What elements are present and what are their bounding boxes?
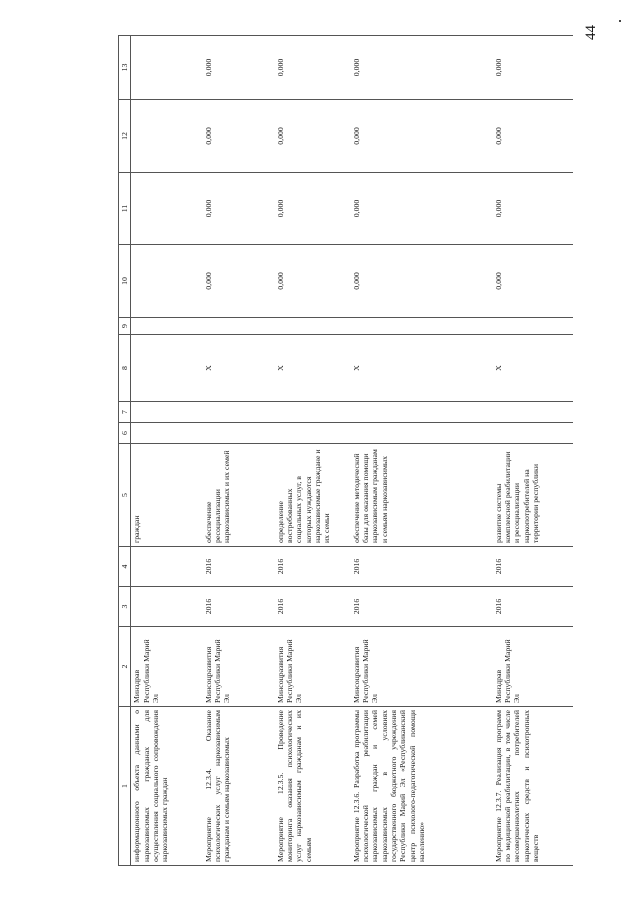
executor: Минсоцразвития Республики Марий Эл	[203, 627, 275, 707]
end-year	[131, 547, 203, 587]
cell-11: 0,000	[275, 173, 351, 245]
cell-10: 0,000	[493, 245, 573, 318]
start-year: 2016	[351, 587, 493, 627]
cell-10	[131, 245, 203, 318]
col-header: 6	[119, 423, 131, 444]
cell-11: 0,000	[493, 173, 573, 245]
expected-result: обеспечение ресоциализации наркозависимых и их семей	[203, 444, 275, 547]
table-row	[275, 36, 351, 866]
cell-11	[131, 173, 203, 245]
cell-10: 0,000	[351, 245, 493, 318]
cell-8: Х	[203, 335, 275, 402]
col-header: 3	[119, 587, 131, 627]
end-year: 2016	[493, 547, 573, 587]
table-row	[493, 36, 573, 866]
expected-result: обеспечение методической базы для оказания помощи наркозависимым гражданам и семьям наркозависимых	[351, 444, 493, 547]
cell-9	[493, 318, 573, 335]
expected-result: определение востребованных социальных услуг, в которых нуждаются наркозависимые граждане и их семьи	[275, 444, 351, 547]
cell-7	[351, 402, 493, 423]
cell-9	[275, 318, 351, 335]
start-year: 2016	[493, 587, 573, 627]
cell-6	[493, 423, 573, 444]
cell-12: 0,000	[275, 100, 351, 173]
cell-13: 0,000	[351, 36, 493, 100]
cell-7	[131, 402, 203, 423]
col-header: 5	[119, 444, 131, 547]
end-year: 2016	[203, 547, 275, 587]
measure-name: Мероприятие 12.3.4. Оказание психологических услуг наркозависимым гражданам и семьям наркозависимых	[203, 707, 275, 866]
expected-result: развитие системы комплексной реабилитации и ресоциализации наркопотребителей на территории республики	[493, 444, 573, 547]
cell-13: 0,000	[493, 36, 573, 100]
executor: Минздрав Республики Марий Эл	[131, 627, 203, 707]
cell-11: 0,000	[203, 173, 275, 245]
col-header: 11	[119, 173, 131, 245]
cell-8: Х	[351, 335, 493, 402]
table-row	[351, 36, 493, 866]
start-year: 2016	[203, 587, 275, 627]
cell-12	[131, 100, 203, 173]
cell-10: 0,000	[203, 245, 275, 318]
expected-result: граждан	[131, 444, 203, 547]
measure-name: Мероприятие 12.3.5. Проведение мониторинга оказания психологических услуг наркозависимым гражданам и их семьям	[275, 707, 351, 866]
table-row	[131, 36, 203, 866]
cell-9	[351, 318, 493, 335]
cell-8	[131, 335, 203, 402]
col-header: 10	[119, 245, 131, 318]
start-year	[131, 587, 203, 627]
executor: Минсоцразвития Республики Марий Эл	[275, 627, 351, 707]
executor: Минсоцразвития Республики Марий Эл	[351, 627, 493, 707]
cell-13: 0,000	[275, 36, 351, 100]
cell-7	[493, 402, 573, 423]
col-header: 4	[119, 547, 131, 587]
cell-9	[203, 318, 275, 335]
cell-9	[131, 318, 203, 335]
cell-13	[131, 36, 203, 100]
col-header: 8	[119, 335, 131, 402]
col-header: 13	[119, 36, 131, 100]
header-row	[119, 36, 131, 866]
executor: Минздрав Республики Марий Эл	[493, 627, 573, 707]
cell-6	[351, 423, 493, 444]
cell-12: 0,000	[351, 100, 493, 173]
col-header: 12	[119, 100, 131, 173]
start-year: 2016	[275, 587, 351, 627]
cell-10: 0,000	[275, 245, 351, 318]
measure-name: Мероприятие 12.3.6. Разработка программы психологической реабилитации наркозависимых граждан и семей наркозависимых в условиях государственного бюджетного учреждения Республики Марий Эл «Республиканский центр психолого-педагогической помощи населению»	[351, 707, 493, 866]
end-year: 2016	[275, 547, 351, 587]
cell-6	[203, 423, 275, 444]
cell-12: 0,000	[493, 100, 573, 173]
cell-7	[203, 402, 275, 423]
scan-speck	[619, 20, 621, 22]
col-header: 2	[119, 627, 131, 707]
rotated-table-area	[118, 36, 566, 866]
cell-11: 0,000	[351, 173, 493, 245]
cell-13: 0,000	[203, 36, 275, 100]
cell-7	[275, 402, 351, 423]
page-number: 44	[583, 25, 599, 40]
cell-6	[275, 423, 351, 444]
col-header: 9	[119, 318, 131, 335]
col-header: 7	[119, 402, 131, 423]
measures-table	[118, 35, 573, 866]
end-year: 2016	[351, 547, 493, 587]
cell-8: Х	[275, 335, 351, 402]
cell-6	[131, 423, 203, 444]
cell-12: 0,000	[203, 100, 275, 173]
cell-8: Х	[493, 335, 573, 402]
table-row	[203, 36, 275, 866]
measure-name: Мероприятие 12.3.7. Реализация программ по медицинской реабилитации, в том числе несовершеннолетних потребителей наркотических средств и психотропных веществ	[493, 707, 573, 866]
col-header: 1	[119, 707, 131, 866]
measure-name: информационного объекта данными о наркозависимых гражданах для осуществления социального сопровождения наркозависимых граждан	[131, 707, 203, 866]
